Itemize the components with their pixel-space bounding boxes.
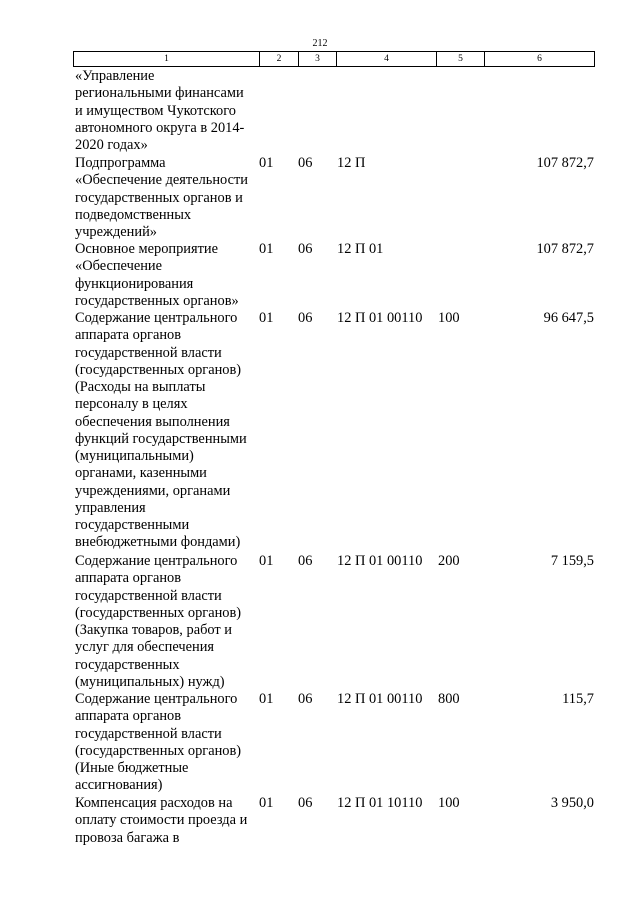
row-name-line: государственных органов и <box>75 189 243 206</box>
row-section: 01 <box>259 155 274 171</box>
row-name-line: органами, казенными <box>75 465 207 482</box>
row-name-line: государственных <box>75 656 180 673</box>
row-name-line: оплату стоимости проезда и <box>75 812 248 829</box>
row-name <box>75 310 265 552</box>
row-name-line: Содержание центрального <box>75 310 238 326</box>
row-target-article: 12 П 01 00110 <box>337 310 423 326</box>
row-name <box>75 155 265 241</box>
row-target-article: 12 П 01 00110 <box>337 553 423 569</box>
header-col-5: 5 <box>436 52 484 66</box>
row-section: 01 <box>259 310 274 326</box>
row-target-article: 12 П <box>337 155 366 171</box>
row-name-line: Содержание центрального <box>75 691 238 707</box>
row-subsection: 06 <box>298 553 313 569</box>
row-name-line: функций государственными <box>75 430 247 447</box>
row-expense-type: 800 <box>438 691 460 707</box>
row-name-line: функционирования <box>75 275 194 292</box>
row-subsection: 06 <box>298 795 313 811</box>
row-name-line: (Закупка товаров, работ и <box>75 622 232 638</box>
row-name-line: государственных органов» <box>75 292 239 309</box>
row-name-line: аппарата органов <box>75 708 182 725</box>
row-name-line: учреждений» <box>75 224 157 240</box>
row-name-line: внебюджетными фондами) <box>75 534 241 551</box>
table-header <box>73 51 595 67</box>
row-amount: 96 647,5 <box>543 310 594 326</box>
row-expense-type: 100 <box>438 310 460 326</box>
row-target-article: 12 П 01 10110 <box>337 795 423 811</box>
row-name <box>75 68 265 154</box>
header-col-2: 2 <box>259 52 298 66</box>
row-section: 01 <box>259 553 274 569</box>
row-name <box>75 241 265 310</box>
row-name-line: аппарата органов <box>75 327 182 344</box>
row-name-line: 2020 годах» <box>75 137 148 153</box>
row-section: 01 <box>259 691 274 707</box>
row-name-line: и имуществом Чукотского <box>75 102 236 119</box>
row-name-line: учреждениями, органами <box>75 482 231 499</box>
row-amount: 115,7 <box>562 691 594 707</box>
row-name-line: провоза багажа в <box>75 829 180 846</box>
row-name-line: Компенсация расходов на <box>75 795 233 811</box>
row-name-line: «Обеспечение деятельности <box>75 172 248 189</box>
row-name-line: (муниципальных) нужд) <box>75 673 225 690</box>
row-amount: 107 872,7 <box>536 241 594 257</box>
row-name-line: (государственных органов) <box>75 742 242 759</box>
row-name-line: персоналу в целях <box>75 396 188 413</box>
row-name-line: «Управление <box>75 68 155 84</box>
row-name-line: (Расходы на выплаты <box>75 379 206 395</box>
row-name <box>75 691 265 795</box>
row-expense-type: 200 <box>438 553 460 569</box>
row-amount: 3 950,0 <box>550 795 594 811</box>
header-col-4: 4 <box>336 52 436 66</box>
row-amount: 107 872,7 <box>536 155 594 171</box>
row-target-article: 12 П 01 <box>337 241 384 257</box>
row-name-line: Основное мероприятие <box>75 241 219 257</box>
row-name-line: (государственных органов) <box>75 604 242 621</box>
header-col-3: 3 <box>298 52 336 66</box>
row-name-line: (муниципальными) <box>75 448 194 464</box>
row-name-line: государственной власти <box>75 587 222 604</box>
row-subsection: 06 <box>298 691 313 707</box>
row-name-line: (Иные бюджетные <box>75 760 189 776</box>
row-name-line: подведомственных <box>75 206 192 223</box>
header-col-6: 6 <box>484 52 594 66</box>
row-name-line: аппарата органов <box>75 570 182 587</box>
page-number: 212 <box>312 38 328 49</box>
row-name-line: Содержание центрального <box>75 553 238 569</box>
row-name-line: обеспечения выполнения <box>75 413 230 430</box>
row-subsection: 06 <box>298 241 313 257</box>
row-name-line: услуг для обеспечения <box>75 639 215 656</box>
row-name <box>75 795 265 847</box>
row-subsection: 06 <box>298 155 313 171</box>
row-expense-type: 100 <box>438 795 460 811</box>
row-section: 01 <box>259 241 274 257</box>
row-target-article: 12 П 01 00110 <box>337 691 423 707</box>
row-name-line: Подпрограмма <box>75 155 166 171</box>
row-name-line: региональными финансами <box>75 85 244 102</box>
row-name-line: государственной власти <box>75 344 222 361</box>
row-name-line: «Обеспечение <box>75 258 162 275</box>
row-name-line: автономного округа в 2014- <box>75 119 245 136</box>
row-name <box>75 553 265 691</box>
row-name-line: ассигнования) <box>75 777 163 794</box>
row-name-line: государственными <box>75 517 190 533</box>
row-section: 01 <box>259 795 274 811</box>
header-col-1: 1 <box>164 54 169 64</box>
row-subsection: 06 <box>298 310 313 326</box>
row-name-line: управления <box>75 499 146 516</box>
row-name-line: (государственных органов) <box>75 361 242 378</box>
row-amount: 7 159,5 <box>550 553 594 569</box>
row-name-line: государственной власти <box>75 725 222 742</box>
